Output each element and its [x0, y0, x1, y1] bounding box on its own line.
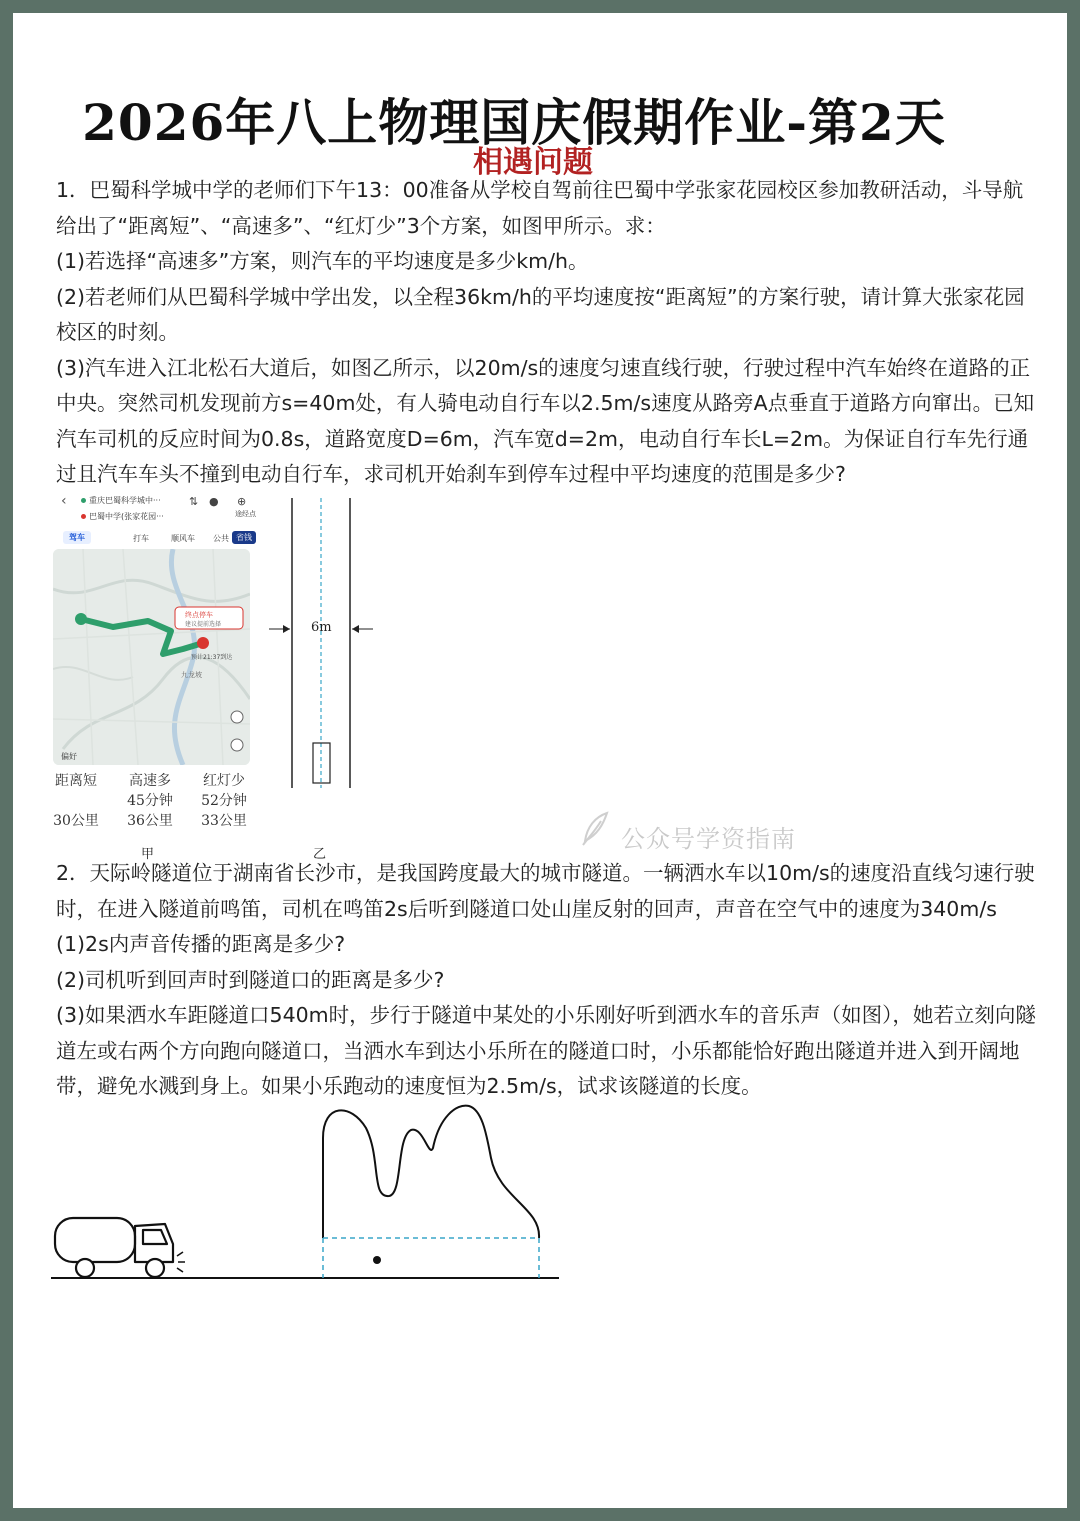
- add-waypoint-icon: ⊕: [237, 495, 247, 508]
- xiaole-dot: [373, 1256, 381, 1264]
- road-drawing: [263, 498, 383, 788]
- sprinkler-truck-icon: [55, 1218, 185, 1277]
- locate-icon: [231, 739, 243, 751]
- map-drawing: [53, 549, 250, 765]
- prefs-label: 偏好: [61, 752, 77, 761]
- road-width-label: 6m: [311, 620, 332, 635]
- start-pin-icon: [75, 613, 87, 625]
- q2-part-2: (2)司机听到回声时到隧道口的距离是多少?: [56, 967, 445, 992]
- swap-icon: ⇅: [189, 495, 199, 508]
- route-option-fewlights: 红灯少 52分钟 33公里: [201, 773, 247, 829]
- q1-part-2: (2)若老师们从巴蜀科学城中学出发，以全程36km/h的平均速度按“距离短”的方案行驶，请计算大张家花园校区的时刻。: [56, 284, 1025, 344]
- waypoint-label: 途经点: [235, 510, 256, 518]
- pin-sub: 建议提前选择: [185, 621, 222, 628]
- q1-part-3: (3)汽车进入江北松石大道后，如图乙所示，以20m/s的速度匀速直线行驶，行驶过程中汽车始终在道路的正中央。突然司机发现前方s=40m处，有人骑电动自行车以2.5m/s速度从路旁A点垂直于道路方向窜出。已知汽车司机的反应时间为0.8s，道路宽度D=6m，汽车宽d=2m，电动自行车长L=2m。为保证自行车先行通过且汽车车头不撞到电动自行车，求司机开始刹车到停车过程中平均速度的范围是多少?: [56, 355, 1035, 486]
- origin-text: 重庆巴蜀科学城中···: [89, 496, 161, 505]
- worksheet-page: [13, 13, 1067, 1508]
- question-2: [56, 856, 1041, 1105]
- map-canvas: [53, 549, 250, 765]
- eta-text: 预计21:37到达: [191, 654, 233, 661]
- transport-tabs: [61, 531, 256, 547]
- watermark-text: 公众号学资指南: [621, 825, 796, 853]
- tunnel-drawing: [51, 1098, 571, 1288]
- origin-dot-icon: [81, 498, 86, 503]
- route-option-short: 距离短 30公里: [53, 773, 99, 829]
- road-diagram: [263, 498, 383, 788]
- section-subtitle: 相遇问题: [473, 145, 593, 180]
- tab-carpool: 顺风车: [171, 534, 195, 543]
- q1-stem: 1．巴蜀科学城中学的老师们下午13：00准备从学校自驾前往巴蜀中学张家花园校区参加教研活动，斗导航给出了“距离短”、“高速多”、“红灯少”3个方案，如图甲所示。求：: [56, 178, 1024, 238]
- watermark-leaf-icon: [581, 811, 611, 847]
- pin-title: 终点停车: [185, 611, 213, 619]
- route-option-highway: 高速多 45分钟 36公里: [127, 773, 173, 829]
- tab-drive: 驾车: [63, 531, 91, 544]
- mountain-outline: [323, 1106, 539, 1238]
- destination-text: 巴蜀中学(张家花园···: [89, 512, 164, 521]
- destination-dot-icon: [81, 514, 86, 519]
- car-box: [313, 743, 330, 783]
- route-header: [51, 491, 261, 549]
- q2-part-1: (1)2s内声音传播的距离是多少?: [56, 932, 346, 956]
- tab-taxi: 打车: [133, 534, 149, 543]
- question-1: [56, 173, 1041, 493]
- tunnel-scene: [51, 1098, 571, 1288]
- figure-a-caption: 甲: [141, 847, 155, 862]
- save-money-badge: 省钱: [232, 531, 256, 544]
- q2-stem: 2．天际岭隧道位于湖南省长沙市，是我国跨度最大的城市隧道。一辆洒水车以10m/s的速度沿直线匀速行驶时，在进入隧道前鸣笛，司机在鸣笛2s后听到隧道口处山崖反射的回声，声音在空气中的速度为340m/s: [56, 861, 1035, 921]
- end-pin-icon: [197, 637, 209, 649]
- back-arrow-icon: ‹: [61, 493, 67, 509]
- navigation-map-figure: [51, 491, 261, 829]
- figure-b-caption: 乙: [313, 847, 327, 862]
- district-label: 九龙坡: [181, 671, 202, 679]
- page-title: 2026年八上物理国庆假期作业-第2天: [82, 93, 946, 152]
- tab-transit: 公共: [213, 534, 229, 543]
- mic-icon: ●: [209, 495, 219, 508]
- q1-part-1: (1)若选择“高速多”方案，则汽车的平均速度是多少km/h。: [56, 249, 589, 273]
- q2-part-3: (3)如果洒水车距隧道口540m时，步行于隧道中某处的小乐刚好听到洒水车的音乐声（如图），她若立刻向隧道左或右两个方向跑向隧道口，当洒水车到达小乐所在的隧道口时，小乐都能恰好跑出隧道并进入到开阔地带，避免水溅到身上。如果小乐跑动的速度恒为2.5m/s，试求该隧道的长度。: [56, 1003, 1036, 1098]
